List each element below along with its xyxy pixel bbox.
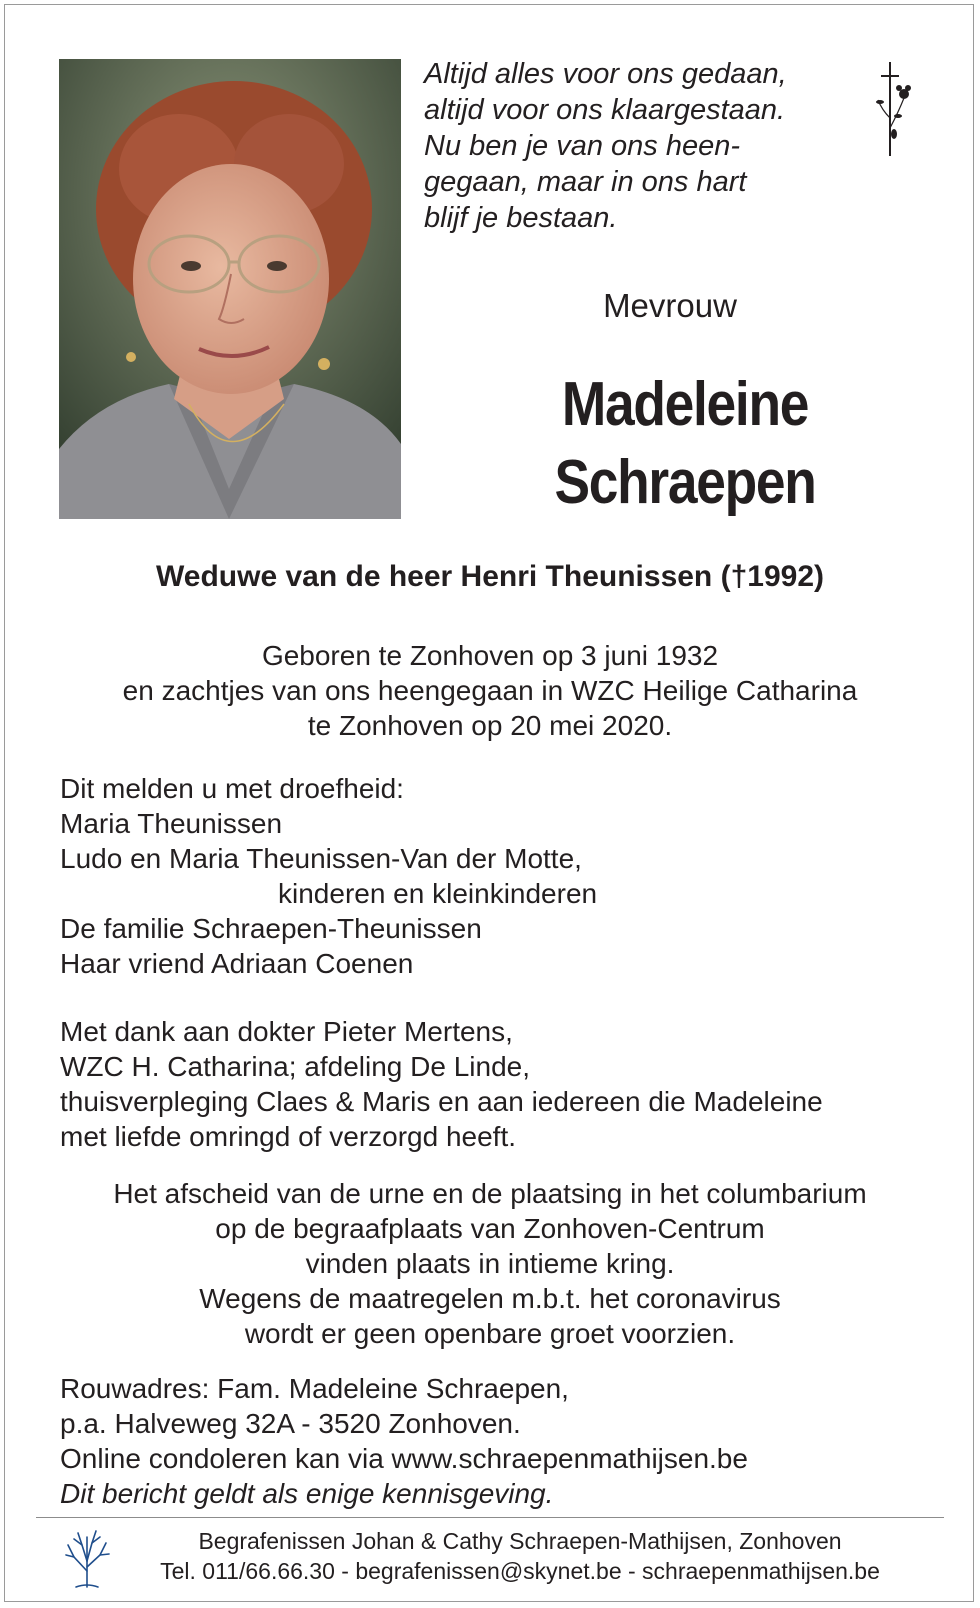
first-name: Madeleine: [561, 370, 809, 439]
deceased-name: [509, 366, 862, 522]
announcement-line: Maria Theunissen: [60, 808, 283, 839]
address-line: Rouwadres: Fam. Madeleine Schraepen,: [60, 1373, 569, 1404]
poem-line: Nu ben je van ons heen-: [424, 130, 740, 162]
announcement-line: De familie Schraepen-Theunissen: [60, 913, 482, 944]
thanks-line: Met dank aan dokter Pieter Mertens,: [60, 1016, 513, 1047]
birth-details: [40, 638, 940, 743]
announcement-line: Haar vriend Adriaan Coenen: [60, 948, 414, 979]
poem-line: altijd voor ons klaargestaan.: [424, 94, 786, 126]
family-announcement: [60, 771, 920, 981]
poem: [424, 56, 844, 236]
poem-line: gegaan, maar in ons hart: [424, 166, 747, 198]
last-name: Schraepen: [554, 448, 816, 517]
condolence-link[interactable]: Online condoleren kan via www.schraepenmathijsen.be: [60, 1443, 748, 1474]
undertaker-info: [120, 1526, 920, 1586]
birth-line: Geboren te Zonhoven op 3 juni 1932: [261, 640, 719, 671]
farewell-line: vinden plaats in intieme kring.: [305, 1248, 675, 1279]
announcement-line: kinderen en kleinkinderen: [278, 878, 598, 909]
portrait-photo: [59, 59, 401, 519]
tree-logo-icon: [62, 1527, 112, 1589]
farewell-line: op de begraafplaats van Zonhoven-Centrum: [215, 1213, 765, 1244]
farewell-line: Wegens de maatregelen m.b.t. het coronavirus: [199, 1283, 781, 1314]
thanks-line: met liefde omringd of verzorgd heeft.: [60, 1121, 517, 1152]
announcement-line: Ludo en Maria Theunissen-Van der Motte,: [60, 843, 582, 874]
notice-note: Dit bericht geldt als enige kennisgeving.: [60, 1478, 554, 1509]
divider: [36, 1517, 944, 1518]
address-line: p.a. Halveweg 32A - 3520 Zonhoven.: [60, 1408, 521, 1439]
poem-line: Altijd alles voor ons gedaan,: [424, 58, 787, 90]
mourning-address: [60, 1371, 940, 1511]
announcement-intro: Dit melden u met droefheid:: [60, 773, 404, 804]
farewell-line: wordt er geen openbare groet voorzien.: [244, 1318, 736, 1349]
widow-line: Weduwe van de heer Henri Theunissen (†1992): [156, 560, 824, 593]
birth-line: en zachtjes van ons heengegaan in WZC Heilige Catharina: [122, 675, 858, 706]
undertaker-contact[interactable]: Tel. 011/66.66.30 - begrafenissen@skynet.be - schraepenmathijsen.be: [160, 1558, 880, 1584]
undertaker-name: Begrafenissen Johan & Cathy Schraepen-Mathijsen, Zonhoven: [198, 1528, 842, 1554]
thanks-section: [60, 1014, 920, 1154]
cross-with-flower-icon: [868, 58, 920, 160]
thanks-line: thuisverpleging Claes & Maris en aan iedereen die Madeleine: [60, 1086, 823, 1117]
salutation: Mevrouw: [603, 287, 737, 324]
thanks-line: WZC H. Catharina; afdeling De Linde,: [60, 1051, 530, 1082]
poem-line: blijf je bestaan.: [424, 202, 618, 234]
farewell-section: [40, 1176, 940, 1351]
farewell-line: Het afscheid van de urne en de plaatsing in het columbarium: [113, 1178, 867, 1209]
birth-line: te Zonhoven op 20 mei 2020.: [307, 710, 673, 741]
